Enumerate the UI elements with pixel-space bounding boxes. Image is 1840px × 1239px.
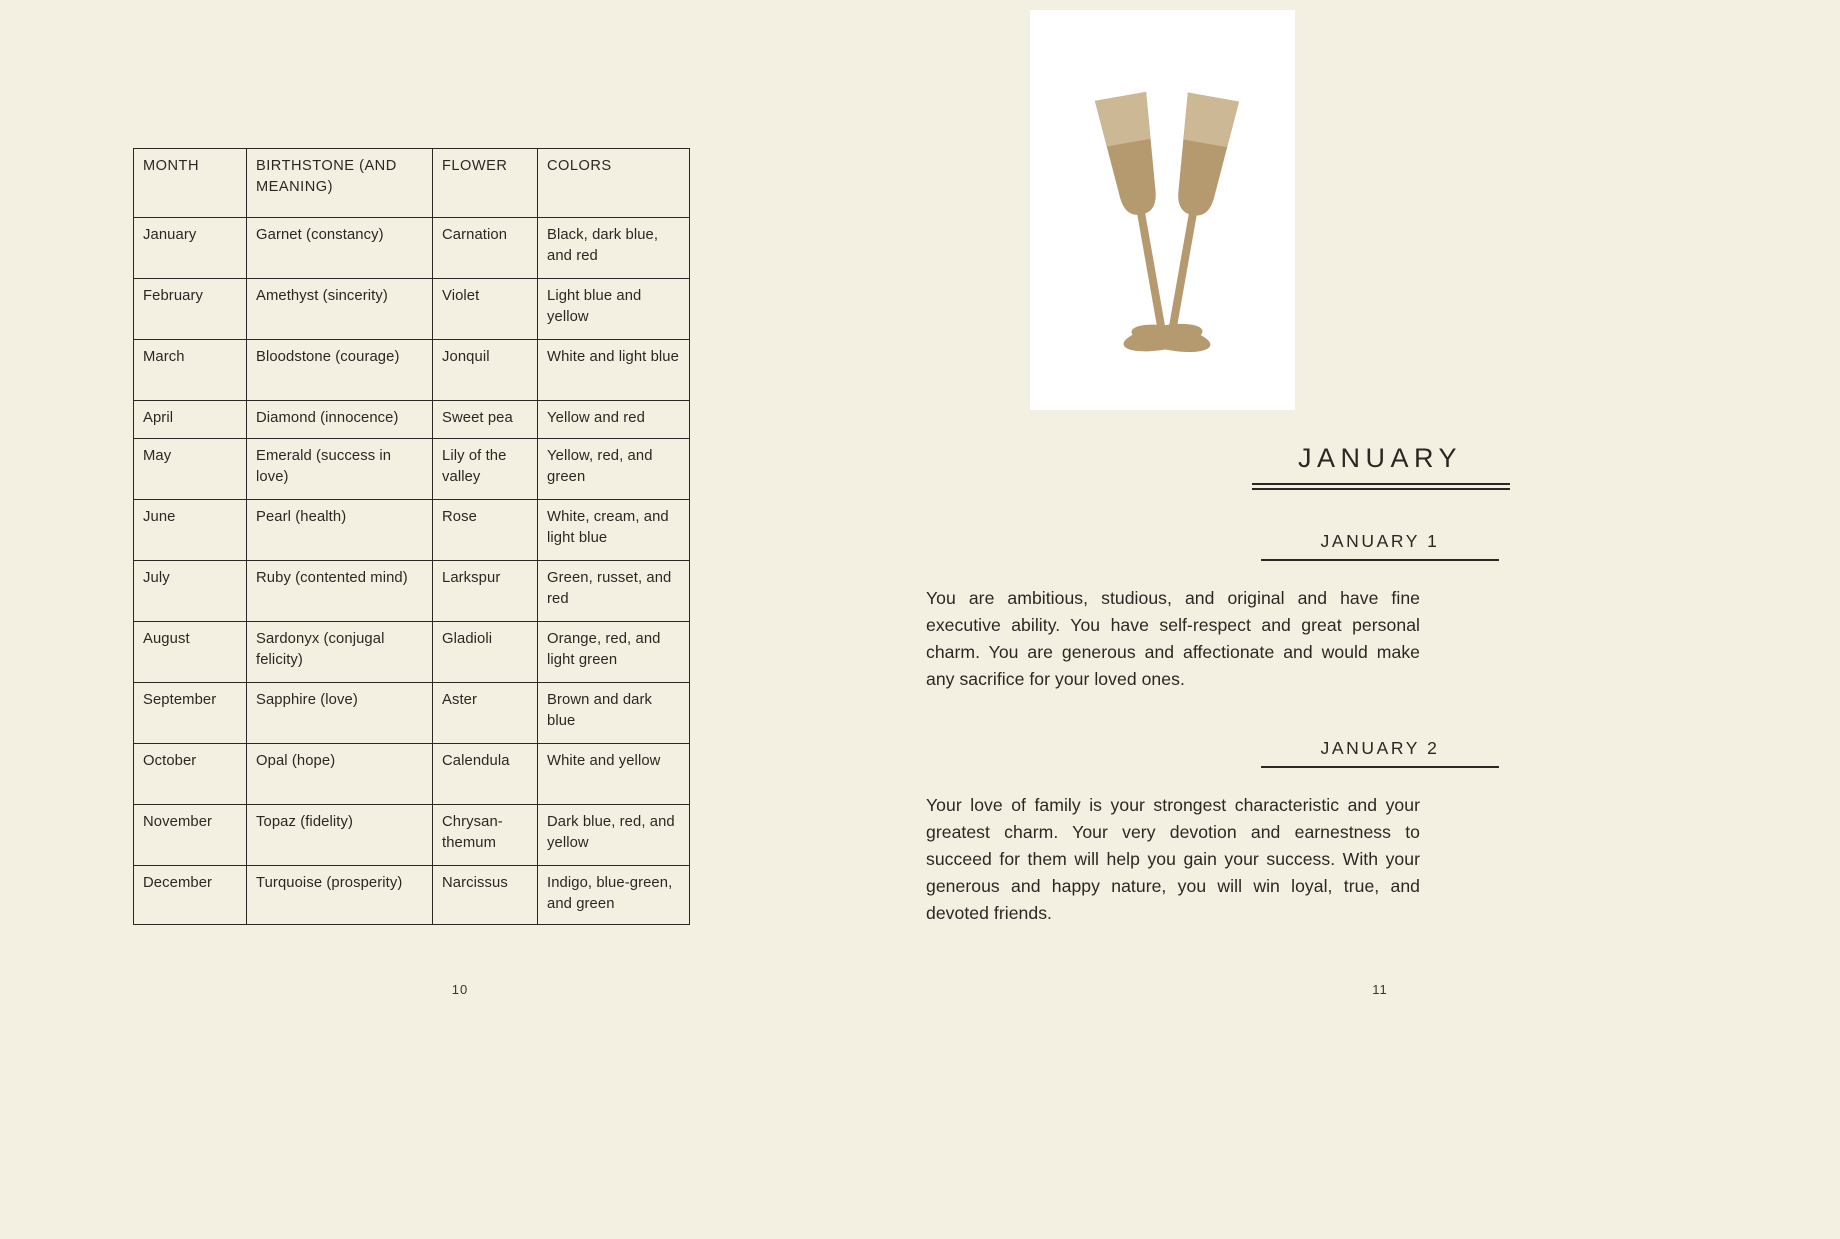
cell-flower: Narcissus [433, 866, 538, 925]
table-row [134, 561, 690, 622]
table-row [134, 866, 690, 925]
table-header-row [134, 149, 690, 218]
month-title: JANUARY [1297, 443, 1463, 473]
cell-birthstone: Pearl (health) [247, 500, 433, 561]
cell-birthstone: Amethyst (sincerity) [247, 279, 433, 340]
cell-month: July [134, 561, 247, 622]
cell-colors: White and light blue [538, 340, 690, 401]
cell-flower: Chrysan-themum [433, 805, 538, 866]
column-header-colors: COLORS [538, 149, 690, 218]
month-title-rule [1252, 483, 1510, 490]
page-number-left: 10 [451, 982, 469, 997]
cell-flower: Jonquil [433, 340, 538, 401]
cell-flower: Sweet pea [433, 401, 538, 439]
table-row [134, 340, 690, 401]
cell-month: November [134, 805, 247, 866]
cell-colors: Light blue and yellow [538, 279, 690, 340]
cell-month: December [134, 866, 247, 925]
cell-month: May [134, 439, 247, 500]
cell-month: October [134, 744, 247, 805]
table-row [134, 218, 690, 279]
cell-month: June [134, 500, 247, 561]
cell-colors: Dark blue, red, and yellow [538, 805, 690, 866]
cell-month: August [134, 622, 247, 683]
cell-month: September [134, 683, 247, 744]
day-entry-rule [1261, 766, 1499, 768]
champagne-flutes-illustration [1030, 10, 1295, 410]
cell-birthstone: Ruby (contented mind) [247, 561, 433, 622]
table-body [134, 218, 690, 925]
cell-flower: Aster [433, 683, 538, 744]
cell-flower: Carnation [433, 218, 538, 279]
table-row [134, 805, 690, 866]
cell-flower: Rose [433, 500, 538, 561]
cell-birthstone: Garnet (constancy) [247, 218, 433, 279]
table-row [134, 279, 690, 340]
table-header [134, 149, 690, 218]
cell-flower: Calendula [433, 744, 538, 805]
cell-birthstone: Sapphire (love) [247, 683, 433, 744]
cell-month: April [134, 401, 247, 439]
column-header-birthstone: BIRTHSTONE (AND MEANING) [247, 149, 433, 218]
right-page [920, 0, 1840, 1239]
day-entry-body: You are ambitious, studious, and original and have fine executive ability. You have self-respect and great personal charm. You are generous and affectionate and would make any sacrifice for your loved ones. [926, 588, 1420, 689]
table-row [134, 622, 690, 683]
cell-flower: Lily of the valley [433, 439, 538, 500]
cell-colors: Orange, red, and light green [538, 622, 690, 683]
column-header-month: MONTH [134, 149, 247, 218]
cell-month: January [134, 218, 247, 279]
cell-birthstone: Opal (hope) [247, 744, 433, 805]
page-number-right: 11 [1372, 982, 1388, 997]
cell-colors: White, cream, and light blue [538, 500, 690, 561]
cell-colors: Yellow and red [538, 401, 690, 439]
cell-birthstone: Turquoise (prosperity) [247, 866, 433, 925]
day-entry-title: JANUARY 2 [1320, 738, 1440, 758]
column-header-flower: FLOWER [433, 149, 538, 218]
cell-colors: Indigo, blue-green, and green [538, 866, 690, 925]
cell-colors: Brown and dark blue [538, 683, 690, 744]
cell-flower: Gladioli [433, 622, 538, 683]
cell-colors: White and yellow [538, 744, 690, 805]
table-row [134, 683, 690, 744]
cell-colors: Yellow, red, and green [538, 439, 690, 500]
cell-birthstone: Topaz (fidelity) [247, 805, 433, 866]
day-entry-body: Your love of family is your strongest characteristic and your greatest charm. Your very devotion and earnestness to succeed for them will help you gain your success. With your generous and happy nature, you will win loyal, true, and devoted friends. [926, 795, 1420, 923]
table-row [134, 500, 690, 561]
table-row [134, 439, 690, 500]
cell-flower: Larkspur [433, 561, 538, 622]
cell-flower: Violet [433, 279, 538, 340]
day-entry-title: JANUARY 1 [1320, 531, 1440, 551]
day-entry-january-2 [920, 738, 1840, 927]
cell-month: February [134, 279, 247, 340]
cell-birthstone: Diamond (innocence) [247, 401, 433, 439]
cell-birthstone: Sardonyx (conjugal felicity) [247, 622, 433, 683]
birthstone-table [133, 148, 690, 925]
table-row [134, 401, 690, 439]
cell-birthstone: Emerald (success in love) [247, 439, 433, 500]
table-row [134, 744, 690, 805]
cell-colors: Green, russet, and red [538, 561, 690, 622]
day-entry-rule [1261, 559, 1499, 561]
cell-colors: Black, dark blue, and red [538, 218, 690, 279]
day-entry-january-1 [920, 531, 1840, 693]
cell-month: March [134, 340, 247, 401]
cell-birthstone: Bloodstone (courage) [247, 340, 433, 401]
